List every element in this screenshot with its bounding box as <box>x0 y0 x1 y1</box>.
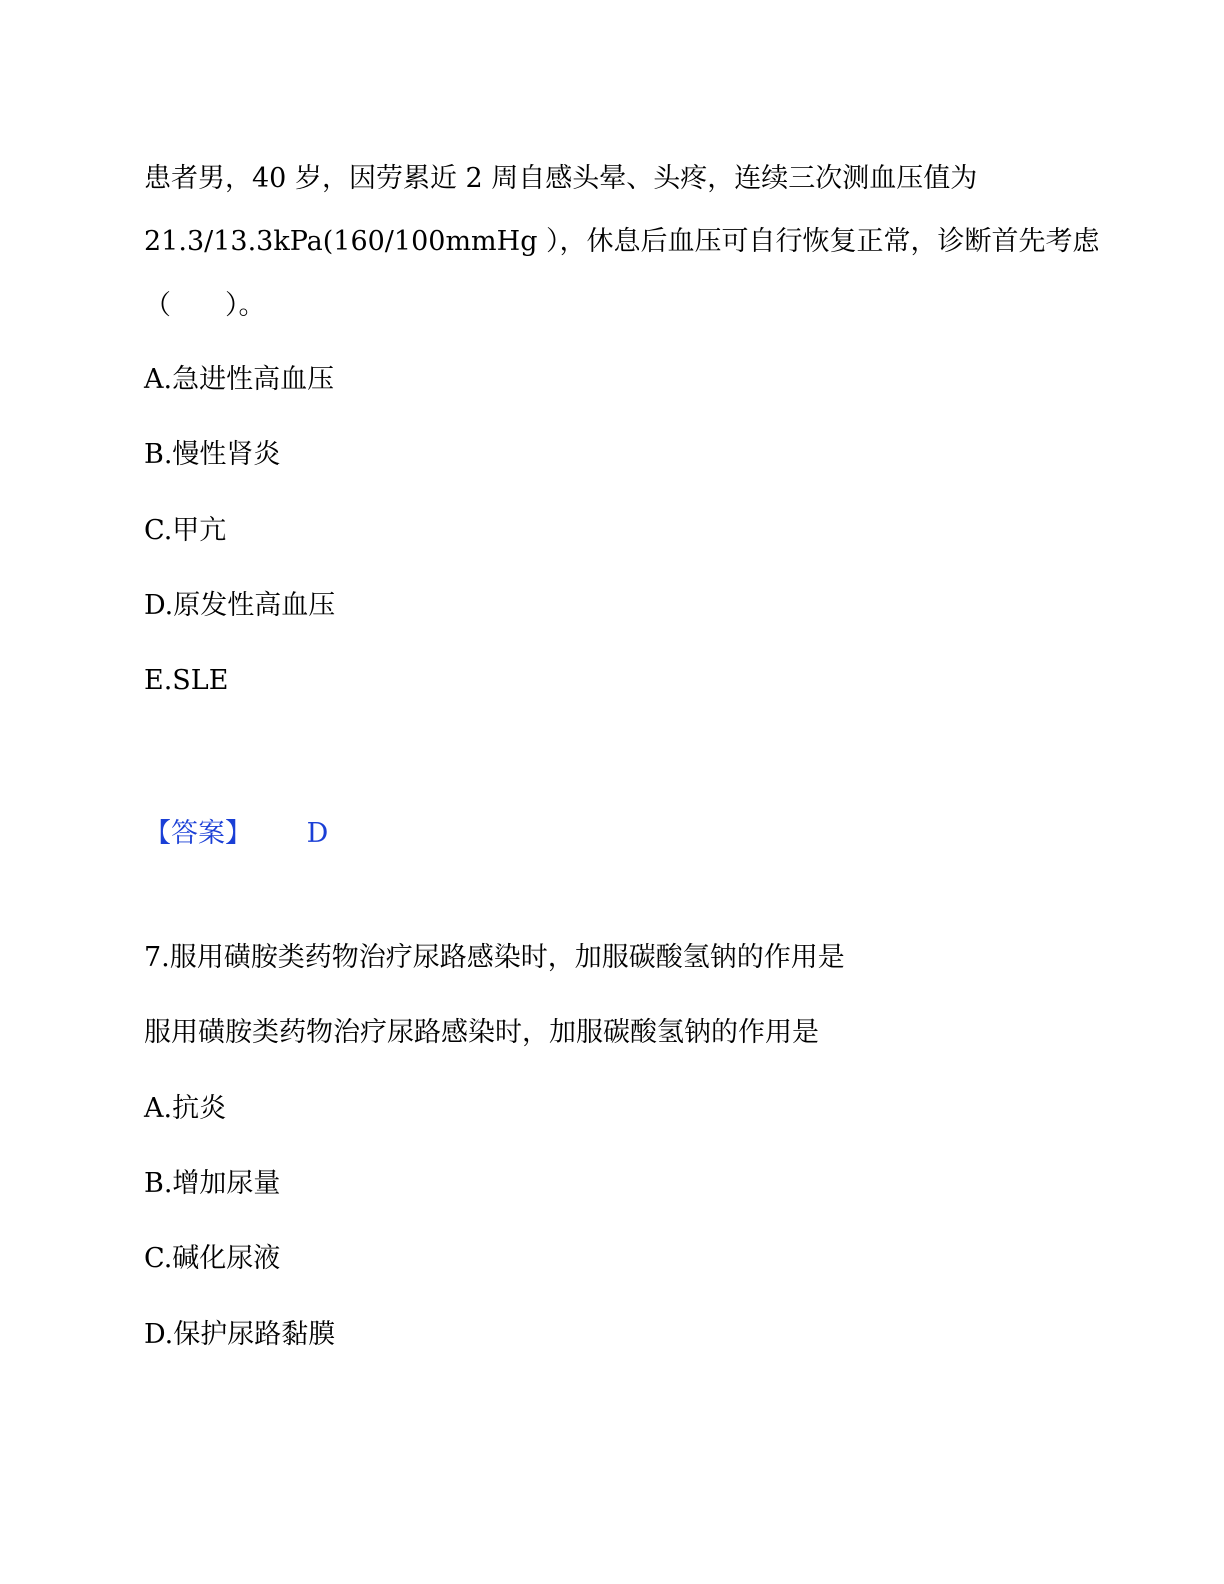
q6-answer <box>144 816 328 852</box>
answer-label: 【答案】 <box>144 818 252 849</box>
q6-stem-line-3: （ ）。 <box>144 290 266 321</box>
q7-title: 7.服用磺胺类药物治疗尿路感染时，加服碳酸氢钠的作用是 <box>144 942 845 973</box>
q6-stem-line-1: 患者男，40 岁，因劳累近 2 周自感头晕、头疼，连续三次测血压值为 <box>144 163 978 194</box>
q6-stem-line-2: 21.3/13.3kPa(160/100mmHg ），休息后血压可自行恢复正常，诊断首先考虑 <box>144 226 1100 257</box>
q7-option-d: D.保护尿路黏膜 <box>144 1319 336 1350</box>
q6-option-a: A.急进性高血压 <box>144 364 335 395</box>
q7-option-b: B.增加尿量 <box>144 1168 281 1199</box>
answer-value: D <box>306 818 329 849</box>
q7-stem: 服用磺胺类药物治疗尿路感染时，加服碳酸氢钠的作用是 <box>144 1017 819 1048</box>
q7-option-c: C.碱化尿液 <box>144 1243 281 1274</box>
q6-option-c: C.甲亢 <box>144 515 227 546</box>
q6-option-b: B.慢性肾炎 <box>144 439 281 470</box>
q6-option-d: D.原发性高血压 <box>144 590 336 621</box>
q7-option-a: A.抗炎 <box>144 1093 227 1124</box>
q6-option-e: E.SLE <box>144 665 229 696</box>
